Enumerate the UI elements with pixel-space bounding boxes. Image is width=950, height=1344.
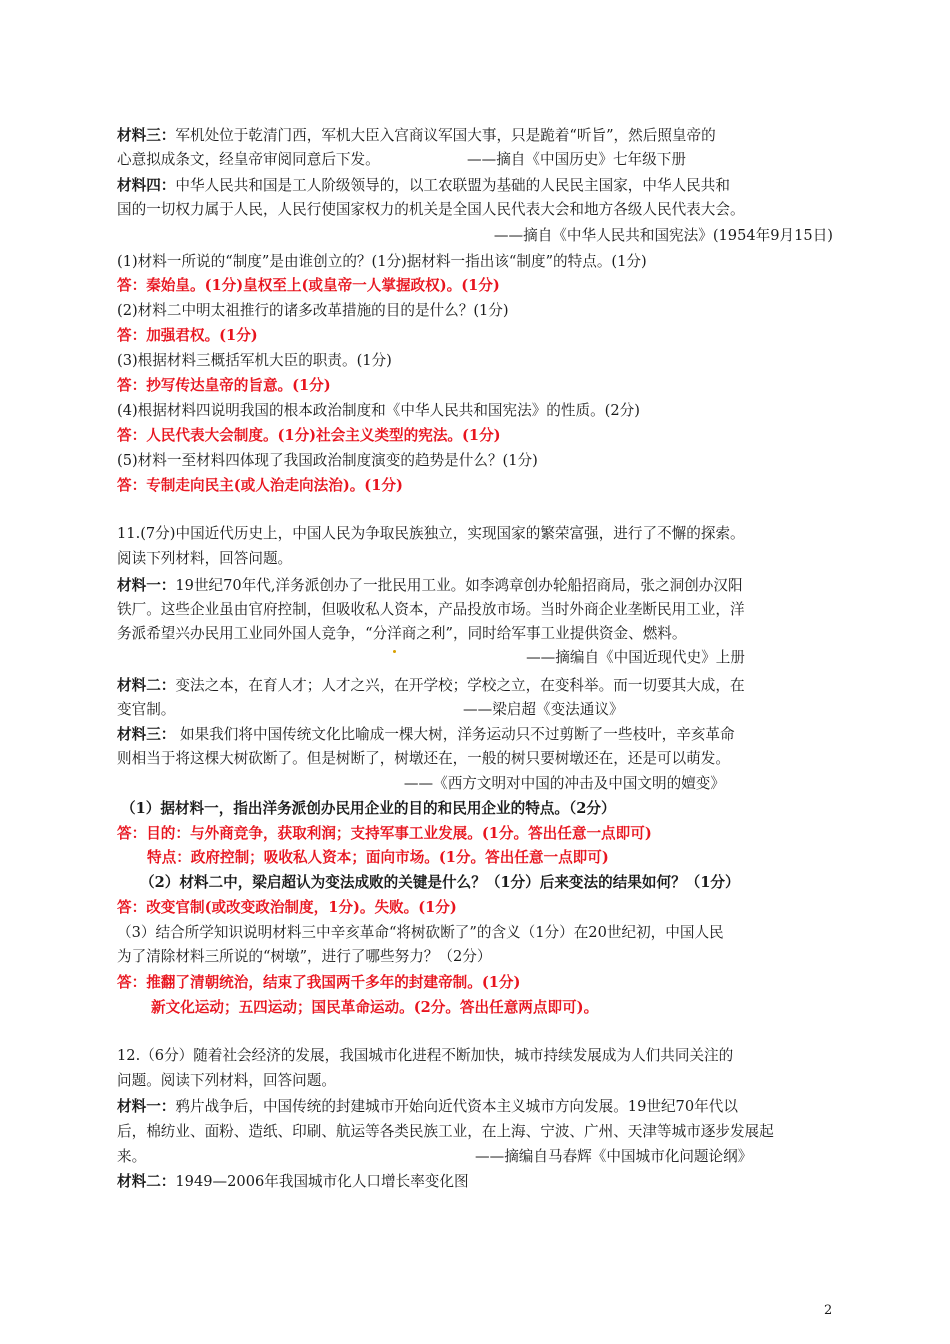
q10-question-4: (4)根据材料四说明我国的根本政治制度和《中华人民共和国宪法》的性质。(2分) [117, 402, 640, 419]
q12-material-1-source: ——摘编自马春辉《中国城市化问题论纲》 [475, 1148, 753, 1165]
q12-material-2: 材料二：1949—2006年我国城市化人口增长率变化图 [117, 1173, 469, 1190]
q12-material-1: 材料一：鸦片战争后，中国传统的封建城市开始向近代资本主义城市方向发展。19世纪70年代以 [117, 1098, 738, 1115]
q10-answer-2: 答：加强君权。(1分) [117, 327, 258, 344]
q12-material-1-line3: 来。 ——摘编自马春辉《中国城市化问题论纲》 [117, 1145, 833, 1169]
q10-material-3-line2: 心意拟成条文，经皇帝审阅同意后下发。 ——摘自《中国历史》七年级下册 [117, 148, 833, 172]
q11-material-1-line2: 铁厂。这些企业虽由官府控制，但吸收私人资本，产品投放市场。当时外商企业垄断民用工业，洋 [117, 601, 745, 618]
material-label: 材料四： [117, 177, 176, 194]
q10-question-1: (1)材料一所说的“制度”是由谁创立的？(1分)据材料一指出该“制度”的特点。(1分) [117, 253, 647, 270]
page-number: 2 [824, 1303, 833, 1318]
material-label: 材料二： [117, 1173, 176, 1190]
q10-material-4: 材料四：中华人民共和国是工人阶级领导的，以工农联盟为基础的人民民主国家，中华人民共和 [117, 177, 730, 194]
q10-question-5: (5)材料一至材料四体现了我国政治制度演变的趋势是什么？(1分) [117, 452, 538, 469]
q11-answer-3: 答：推翻了清朝统治，结束了我国两千多年的封建帝制。(1分) [117, 974, 521, 991]
q11-material-3-source: ——《西方文明对中国的冲击及中国文明的嬗变》 [403, 775, 725, 792]
stray-dot [393, 650, 396, 653]
material-label: 材料三： [117, 127, 176, 144]
material-label: 材料二： [117, 677, 176, 694]
q11-material-3: 材料三： 如果我们将中国传统文化比喻成一棵大树，洋务运动只不过剪断了一些枝叶，辛亥革命 [117, 726, 735, 743]
q10-material-3-source: ——摘自《中国历史》七年级下册 [467, 151, 686, 168]
q11-material-2-source: ——梁启超《变法通议》 [463, 701, 624, 718]
q10-question-2: (2)材料二中明太祖推行的诸多改革措施的目的是什么？(1分) [117, 302, 509, 319]
q12-intro: 12.（6分）随着社会经济的发展，我国城市化进程不断加快，城市持续发展成为人们共同关注的 [117, 1047, 734, 1064]
q11-intro-line2: 阅读下列材料，回答问题。 [117, 550, 293, 567]
q11-material-3-line2: 则相当于将这棵大树砍断了。但是树断了，树墩还在，一般的树只要树墩还在，还是可以萌发。 [117, 750, 730, 767]
q12-material-1-line2: 后，棉纺业、面粉、造纸、印刷、航运等各类民族工业，在上海、宁波、广州、天津等城市逐步发展起 [117, 1123, 774, 1140]
q11-question-1: （1）据材料一，指出洋务派创办民用企业的目的和民用企业的特点。（2分） [121, 800, 616, 817]
q11-material-1-source: ——摘编自《中国近现代史》上册 [526, 649, 745, 666]
q10-answer-4: 答：人民代表大会制度。(1分)社会主义类型的宪法。(1分) [117, 427, 501, 444]
material-label: 材料三： [117, 726, 176, 743]
q10-answer-5: 答：专制走向民主(或人治走向法治)。(1分) [117, 477, 403, 494]
q10-material-4-source: ——摘自《中华人民共和国宪法》(1954年9月15日) [493, 227, 833, 244]
q11-question-3-line2: 为了清除材料三所说的“树墩”，进行了哪些努力？（2分） [117, 948, 492, 965]
q11-answer-1-line2: 特点：政府控制；吸收私人资本；面向市场。(1分。答出任意一点即可) [147, 849, 609, 866]
q11-intro: 11.(7分)中国近代历史上，中国人民为争取民族独立，实现国家的繁荣富强，进行了不懈的探索。 [117, 525, 745, 542]
q11-question-3: （3）结合所学知识说明材料三中辛亥革命“将树砍断了”的含义（1分）在20世纪初，中国人民 [117, 924, 724, 941]
material-label: 材料一： [117, 577, 176, 594]
q10-material-4-line2: 国的一切权力属于人民，人民行使国家权力的机关是全国人民代表大会和地方各级人民代表大会。 [117, 201, 745, 218]
q11-question-2: （2）材料二中，梁启超认为变法成败的关键是什么？（1分）后来变法的结果如何？（1分） [140, 874, 740, 891]
q12-intro-line2: 问题。阅读下列材料，回答问题。 [117, 1072, 336, 1089]
q10-answer-1: 答：秦始皇。(1分)皇权至上(或皇帝一人掌握政权)。(1分) [117, 277, 500, 294]
q10-material-3: 材料三：军机处位于乾清门西，军机大臣入宫商议军国大事，只是跪着“听旨”，然后照皇帝的 [117, 127, 716, 144]
q11-material-1: 材料一：19世纪70年代,洋务派创办了一批民用工业。如李鸿章创办轮船招商局，张之洞创办汉阳 [117, 577, 743, 594]
q11-answer-2: 答：改变官制(或改变政治制度，1分)。失败。(1分) [117, 899, 457, 916]
q11-answer-3-line2: 新文化运动；五四运动；国民革命运动。(2分。答出任意两点即可)。 [151, 999, 599, 1016]
q11-material-2: 材料二：变法之本，在育人才；人才之兴，在开学校；学校之立，在变科举。而一切要其大成，在 [117, 677, 745, 694]
q10-question-3: (3)根据材料三概括军机大臣的职责。(1分) [117, 352, 392, 369]
q11-material-2-line2: 变官制。 ——梁启超《变法通议》 [117, 698, 833, 722]
q11-answer-1: 答：目的：与外商竞争，获取利润；支持军事工业发展。(1分。答出任意一点即可) [117, 825, 652, 842]
material-label: 材料一： [117, 1098, 176, 1115]
q10-answer-3: 答：抄写传达皇帝的旨意。(1分) [117, 377, 331, 394]
q11-material-1-line3: 务派希望兴办民用工业同外国人竞争，“分洋商之利”，同时给军事工业提供资金、燃料。 [117, 625, 687, 642]
